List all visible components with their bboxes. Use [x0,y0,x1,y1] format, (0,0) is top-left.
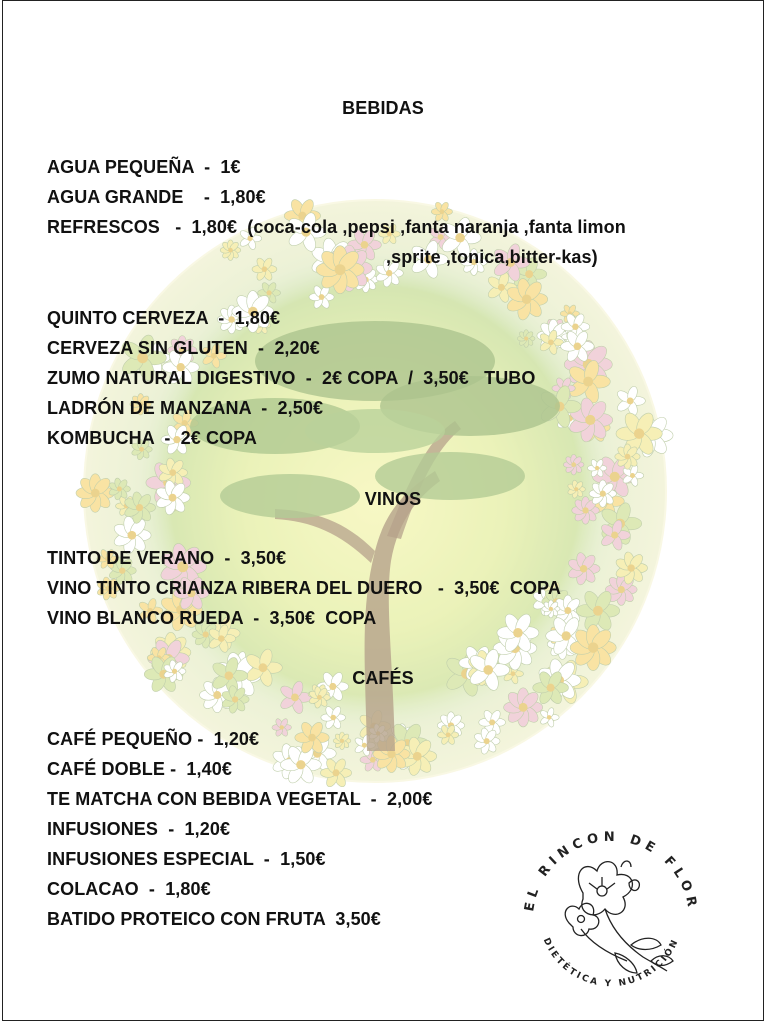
section-title-cafes: CAFÉS [352,668,414,688]
logo-bottom-text: DIETÉTICA Y NUTRICIÓN [540,936,682,990]
menu-item: KOMBUCHA - 2€ COPA [47,428,258,448]
menu-item-continuation: ,sprite ,tonica,bitter-kas) [386,247,598,267]
menu-item: AGUA GRANDE - 1,80€ [47,187,266,207]
menu-item: REFRESCOS - 1,80€ (coca-cola ,pepsi ,fanta naranja ,fanta limon [47,217,626,237]
menu-item: AGUA PEQUEÑA - 1€ [47,157,241,177]
el-rincon-de-flor-logo [511,827,711,1007]
menu-item: INFUSIONES ESPECIAL - 1,50€ [47,849,326,869]
svg-text:EL RINCON DE FLOR [522,830,700,913]
menu-item: QUINTO CERVEZA - 1,80€ [47,308,281,328]
menu-item: COLACAO - 1,80€ [47,879,211,899]
menu-item: TE MATCHA CON BEBIDA VEGETAL - 2,00€ [47,789,433,809]
menu-page [2,0,764,1021]
logo-top-text: EL RINCON DE FLOR [522,829,700,913]
menu-item: CAFÉ DOBLE - 1,40€ [47,759,232,779]
menu-item: CERVEZA SIN GLUTEN - 2,20€ [47,338,320,358]
menu-item: CAFÉ PEQUEÑO - 1,20€ [47,729,260,749]
menu-item: ZUMO NATURAL DIGESTIVO - 2€ COPA / 3,50€ TUBO [47,368,536,388]
section-title-vinos: VINOS [364,489,422,509]
menu-item: VINO BLANCO RUEDA - 3,50€ COPA [47,608,377,628]
flower-sketch-icon [565,861,673,973]
section-title-bebidas: BEBIDAS [342,98,424,118]
menu-item: LADRÓN DE MANZANA - 2,50€ [47,398,324,418]
menu-item: VINO TINTO CRIANZA RIBERA DEL DUERO - 3,50€ COPA [47,578,561,598]
menu-item: BATIDO PROTEICO CON FRUTA 3,50€ [47,909,381,929]
menu-item: INFUSIONES - 1,20€ [47,819,231,839]
menu-item: TINTO DE VERANO - 3,50€ [47,548,287,568]
